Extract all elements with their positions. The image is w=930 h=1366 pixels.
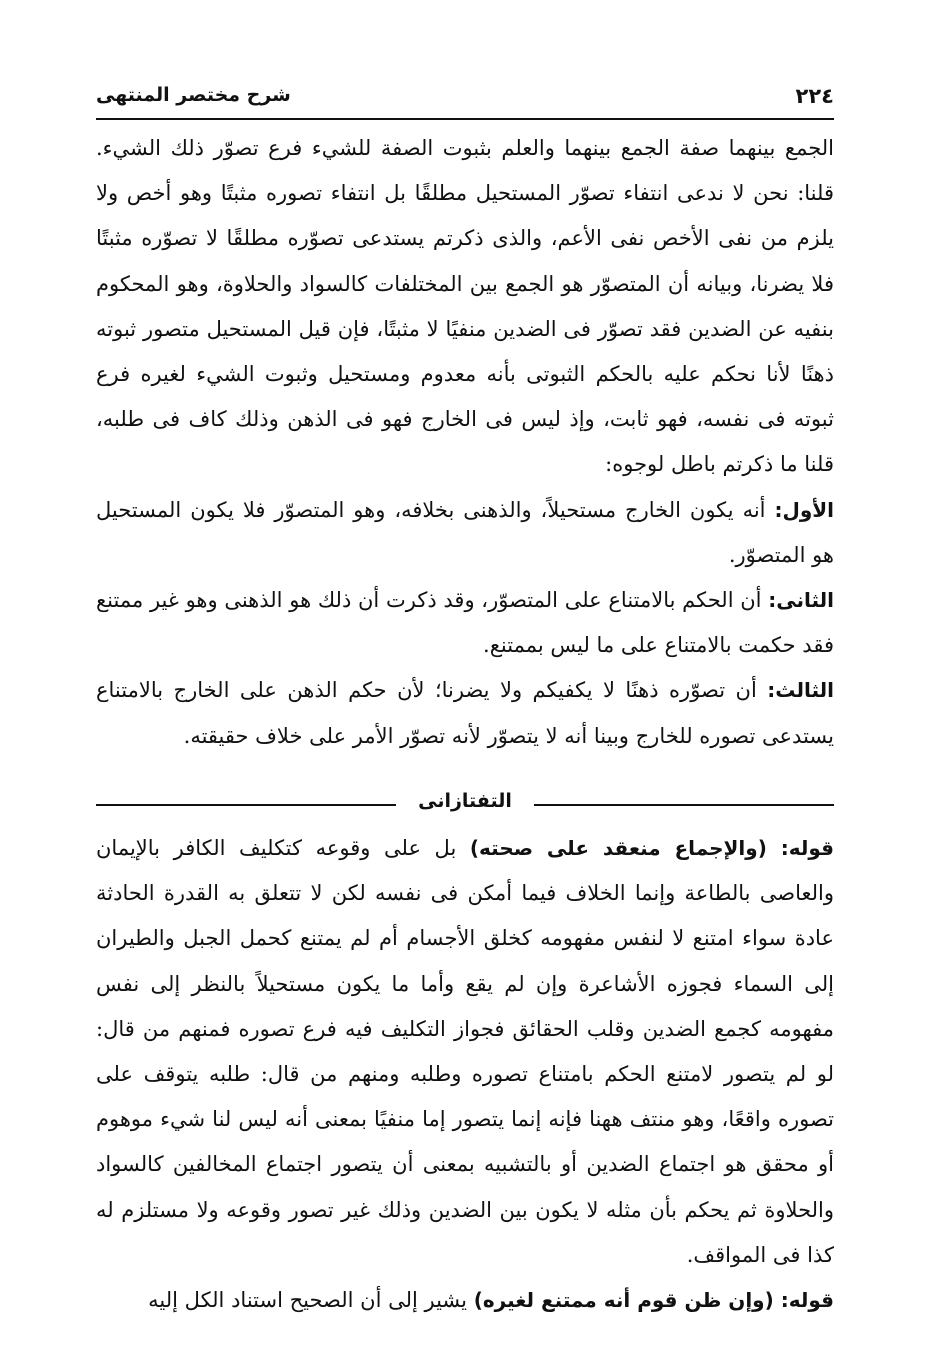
matn-paragraph-second-objection: الثانى: أن الحكم بالامتناع على المتصوّر، وقد ذكرت أن ذلك هو الذهنى وهو غير ممتنع فقد حكمت بالامتناع على ما ليس بممتنع. xyxy=(96,588,834,658)
matn-paragraph-third-objection: الثالث: أن تصوّره ذهنًا لا يكفيكم ولا يضرنا؛ لأن حكم الذهن على الخارج بالامتناع يستدعى تصوره للخارج وبينا أنه لا يتصوّر لأنه تصوّر الأمر على خلاف حقيقته. xyxy=(96,678,834,748)
commentary-divider xyxy=(96,790,834,816)
page-header xyxy=(96,78,834,118)
divider-line-right xyxy=(534,804,834,806)
running-title: شرح مختصر المنتهى xyxy=(96,84,291,106)
matn-paragraph-1: الجمع بينهما صفة الجمع بينهما والعلم بثبوت الصفة للشيء فرع تصوّر ذلك الشيء. قلنا: نحن لا ندعى انتفاء تصوّر المستحيل مطلقًا بل انتفاء تصوره مثبتًا وهو أخص ولا يلزم من نفى الأخص نفى الأعم، والذى ذكرتم يستدعى تصوّره مطلقًا لا تصوّره مثبتًا فلا يضرنا، وبيانه أن المتصوّر هو الجمع بين المختلفات كالسواد والحلاوة، وهو المحكوم بنفيه عن الضدين فقد تصوّر فى الضدين منفيًا لا مثبتًا، فإن قيل المستحيل متصور ثبوته ذهنًا لأنا نحكم عليه بالحكم الثبوتى بأنه معدوم ومستحيل وثبوت الشيء لغيره فرع ثبوته فى نفسه، فهو ثابت، وإذ ليس فى الخارج فهو فى الذهن وذلك كاف فى طلبه، قلنا ما ذكرتم باطل لوجوه: xyxy=(96,136,834,477)
sharh-text xyxy=(96,826,834,1323)
objection-label-first: الأول: xyxy=(774,497,834,522)
objection-label-third: الثالث: xyxy=(767,678,834,703)
header-rule xyxy=(96,118,834,120)
divider-line-left xyxy=(96,804,396,806)
quote-lead-2: قوله: (وإن ظن قوم أنه ممتنع لغيره) xyxy=(473,1288,834,1313)
quote-lead-1: قوله: (والإجماع منعقد على صحته) xyxy=(469,836,834,860)
objection-label-second: الثانى: xyxy=(768,588,834,613)
sharh-paragraph-2: قوله: (وإن ظن قوم أنه ممتنع لغيره) يشير إلى أن الصحيح استناد الكل إليه xyxy=(148,1288,834,1313)
commentator-name: التفتازانى xyxy=(418,790,512,812)
matn-text xyxy=(96,126,834,759)
sharh-paragraph-1: قوله: (والإجماع منعقد على صحته) بل على وقوعه كتكليف الكافر بالإيمان والعاصى بالطاعة وإنما الخلاف فيما أمكن فى نفسه لكن لا تتعلق به القدرة الحادثة عادة سواء امتنع لا لنفس مفهومه كخلق الأجسام أم لم يمتنع كحمل الجبل والطيران إلى السماء فجوزه الأشاعرة وإن لم يقع وأما ما يكون مستحيلاً بالنظر إلى نفس مفهومه كجمع الضدين وقلب الحقائق فجواز التكليف فيه فرع تصوره فمنهم من قال: لو لم يتصور لامتنع الحكم بامتناع تصوره وطلبه ومنهم من قال: طلبه يتوقف على تصوره واقعًا، وهو منتف ههنا فإنه إنما يتصور إما منفيًا بمعنى أنه ليس لنا شيء موهوم أو محقق هو اجتماع الضدين أو بالتشبيه بمعنى أن يتصور اجتماع المخالفين كالسواد والحلاوة ثم يحكم بأن مثله لا يكون بين الضدين وذلك غير تصور وقوعه ولا مستلزم له كذا فى المواقف. xyxy=(96,836,834,1267)
matn-paragraph-first-objection: الأول: أنه يكون الخارج مستحيلاً، والذهنى بخلافه، وهو المتصوّر فلا يكون المستحيل هو المتصوّر. xyxy=(96,497,834,567)
page-number: ٢٢٤ xyxy=(795,84,834,108)
